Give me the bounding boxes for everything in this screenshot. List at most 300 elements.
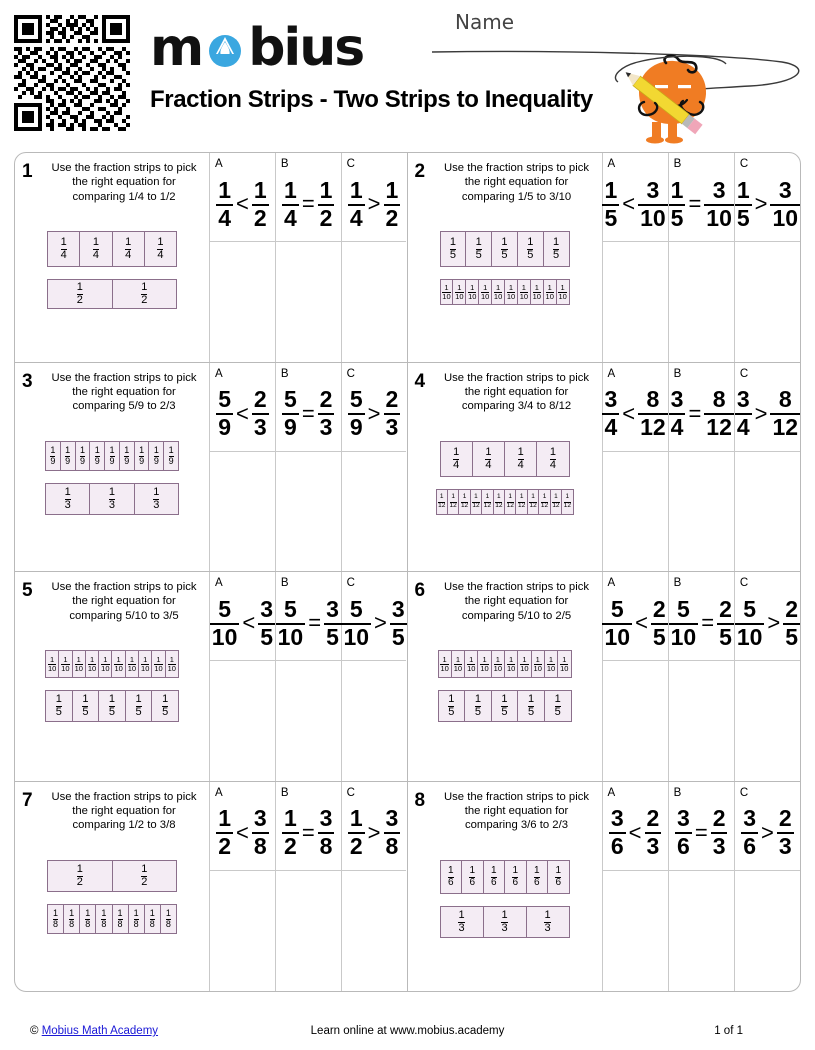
strip-cell xyxy=(527,907,569,937)
comparison-operator: < xyxy=(235,819,249,845)
fraction-denominator: 12 xyxy=(563,501,571,509)
answer-letter: B xyxy=(673,786,682,799)
answer-divider xyxy=(276,241,341,242)
answer-options xyxy=(603,782,801,992)
comparison-operator: = xyxy=(701,610,715,635)
answer-options xyxy=(603,153,801,362)
strip-fraction xyxy=(472,494,479,509)
answer-fraction xyxy=(783,595,800,650)
strip-cell xyxy=(164,442,178,470)
fraction-numerator: 1 xyxy=(60,236,67,248)
strip-fraction xyxy=(162,694,168,718)
strip-cell xyxy=(135,442,150,470)
fraction-numerator: 1 xyxy=(65,444,71,455)
fraction-numerator: 1 xyxy=(495,654,500,664)
answer-option-b[interactable] xyxy=(669,572,735,781)
fraction-numerator: 5 xyxy=(218,386,231,412)
strip-fraction xyxy=(77,864,83,888)
fraction-denominator: 5 xyxy=(55,706,62,718)
strip-cell xyxy=(482,490,493,514)
fraction-numerator: 1 xyxy=(284,176,297,203)
strip-cell xyxy=(48,280,113,308)
strip-fraction xyxy=(495,494,502,509)
qr-code-icon[interactable] xyxy=(14,14,130,132)
answer-option-a[interactable] xyxy=(210,572,276,781)
answer-expression xyxy=(735,804,800,862)
page-footer xyxy=(0,1022,815,1044)
strip-fraction xyxy=(552,494,559,509)
fraction-denominator: 2 xyxy=(76,294,83,306)
fraction-numerator: 1 xyxy=(548,654,554,664)
fraction-numerator: 2 xyxy=(785,595,799,622)
fraction-numerator: 1 xyxy=(55,693,62,705)
strip-cell xyxy=(90,442,105,470)
answer-fraction xyxy=(704,176,734,231)
strip-fraction xyxy=(541,494,548,509)
answer-fraction xyxy=(711,807,728,858)
answer-divider xyxy=(735,660,800,661)
comparison-operator: > xyxy=(367,400,381,426)
fraction-denominator: 10 xyxy=(47,664,57,673)
answer-letter: B xyxy=(673,577,682,589)
fraction-denominator: 2 xyxy=(141,294,148,306)
fraction-numerator: 1 xyxy=(542,493,547,500)
fraction-denominator: 9 xyxy=(153,455,159,466)
strip-fraction xyxy=(480,656,488,673)
fraction-numerator: 1 xyxy=(135,693,142,705)
answer-divider xyxy=(342,660,407,661)
fraction-denominator: 10 xyxy=(560,664,569,673)
fraction-denominator: 12 xyxy=(483,501,492,509)
fraction-denominator: 10 xyxy=(480,664,489,673)
fraction-denominator: 8 xyxy=(53,918,59,929)
fraction-numerator: 1 xyxy=(108,693,116,705)
strip-fraction xyxy=(166,909,171,929)
strip-fraction xyxy=(544,910,550,934)
strip-fraction xyxy=(48,656,56,673)
answer-fraction xyxy=(324,595,341,650)
fraction-numerator: 2 xyxy=(385,386,399,412)
answer-option-b[interactable] xyxy=(669,153,735,362)
footer-learn-online: Learn online at www.mobius.academy xyxy=(310,1025,505,1037)
fraction-numerator: 1 xyxy=(162,693,169,705)
fraction-strip xyxy=(440,231,570,267)
comparison-operator: = xyxy=(308,610,322,635)
fraction-denominator: 10 xyxy=(343,623,370,650)
fraction-numerator: 1 xyxy=(82,693,89,705)
fraction-numerator: 5 xyxy=(743,595,756,622)
answer-option-a[interactable] xyxy=(210,363,276,572)
comparison-operator: = xyxy=(688,400,702,426)
answer-divider xyxy=(210,451,275,452)
fraction-strip xyxy=(47,860,177,892)
fraction-numerator: 1 xyxy=(133,907,139,918)
fraction-numerator: 2 xyxy=(319,386,333,412)
fraction-numerator: 1 xyxy=(449,236,456,248)
fraction-numerator: 1 xyxy=(69,907,75,918)
fraction-denominator: 5 xyxy=(475,249,482,261)
strip-cell xyxy=(532,651,545,677)
fraction-denominator: 10 xyxy=(772,204,799,231)
answer-option-b[interactable] xyxy=(669,363,735,572)
fraction-numerator: 1 xyxy=(169,654,174,664)
fraction-numerator: 1 xyxy=(521,282,526,292)
strip-fraction xyxy=(65,487,71,511)
fraction-strips-group xyxy=(408,231,602,317)
fraction-denominator: 4 xyxy=(157,249,164,261)
fraction-denominator: 12 xyxy=(472,501,480,509)
answer-option-a[interactable] xyxy=(603,363,669,572)
question-row xyxy=(15,782,800,992)
fraction-numerator: 1 xyxy=(385,176,399,203)
strip-cell xyxy=(505,280,518,304)
answer-fraction xyxy=(348,176,365,231)
fraction-denominator: 5 xyxy=(501,706,508,718)
answer-fraction xyxy=(741,807,758,858)
strip-fraction xyxy=(520,656,528,673)
fraction-numerator: 3 xyxy=(391,595,405,622)
answer-option-a[interactable] xyxy=(210,153,276,362)
mobius-math-academy-link[interactable]: Mobius Math Academy xyxy=(41,1025,159,1037)
fraction-numerator: 2 xyxy=(253,386,267,412)
strip-cell xyxy=(505,442,537,476)
fraction-denominator: 5 xyxy=(670,204,684,231)
fraction-numerator: 1 xyxy=(462,493,467,500)
strip-fraction xyxy=(529,494,536,509)
fraction-numerator: 1 xyxy=(149,907,155,918)
strip-cell xyxy=(76,442,91,470)
answer-option-b[interactable] xyxy=(276,572,342,781)
answer-option-a[interactable] xyxy=(603,153,669,362)
strip-fraction xyxy=(520,284,528,301)
fraction-numerator: 1 xyxy=(63,654,68,664)
fraction-denominator: 6 xyxy=(512,876,519,888)
fraction-denominator: 12 xyxy=(449,501,457,509)
fraction-numerator: 1 xyxy=(50,444,56,455)
strip-cell xyxy=(539,490,550,514)
question-cell xyxy=(408,153,801,362)
answer-divider xyxy=(276,451,341,452)
strip-fraction xyxy=(518,447,524,471)
comparison-operator: < xyxy=(628,819,642,845)
fraction-numerator: 1 xyxy=(89,654,95,664)
fraction-strip xyxy=(440,860,570,894)
fraction-numerator: 1 xyxy=(528,693,535,705)
question-prompt-column xyxy=(408,153,603,362)
answer-option-c[interactable] xyxy=(735,363,800,572)
strip-fraction xyxy=(438,494,445,509)
answer-fraction xyxy=(252,807,269,858)
fraction-denominator: 5 xyxy=(162,706,169,718)
fraction-numerator: 1 xyxy=(50,654,55,664)
strip-cell xyxy=(61,442,76,470)
answer-letter: C xyxy=(739,158,749,170)
comparison-operator: < xyxy=(242,610,256,635)
fraction-denominator: 10 xyxy=(127,664,137,673)
question-prompt-text: Use the fraction strips to pick the right equation for comparing 1/4 to 1/2 xyxy=(51,162,197,203)
fraction-denominator: 5 xyxy=(448,706,455,718)
fraction-denominator: 9 xyxy=(349,414,363,440)
fraction-denominator: 4 xyxy=(549,458,556,471)
fraction-denominator: 6 xyxy=(743,833,756,859)
strip-fraction xyxy=(560,656,568,673)
fraction-numerator: 5 xyxy=(349,595,363,622)
answer-expression xyxy=(210,175,275,233)
comparison-operator: = xyxy=(301,819,315,845)
fraction-denominator: 8 xyxy=(149,918,155,929)
answer-fraction xyxy=(216,807,233,858)
comparison-operator: < xyxy=(235,191,249,216)
answer-option-c[interactable] xyxy=(342,782,407,992)
strip-fraction xyxy=(53,909,58,929)
answer-divider xyxy=(342,870,407,871)
answer-expression xyxy=(276,804,341,862)
answer-expression xyxy=(342,594,407,652)
fraction-numerator: 1 xyxy=(453,445,460,458)
answer-option-b[interactable] xyxy=(669,782,735,992)
logo-blue-circle-icon xyxy=(203,26,247,70)
answer-option-a[interactable] xyxy=(603,782,669,992)
fraction-denominator: 9 xyxy=(94,455,100,466)
fraction-strip xyxy=(47,279,177,309)
strip-cell xyxy=(149,442,164,470)
fraction-denominator: 10 xyxy=(640,204,666,231)
footer-page-number: 1 of 1 xyxy=(714,1025,743,1037)
strip-cell xyxy=(518,280,531,304)
strip-cell xyxy=(46,651,59,677)
strip-fraction xyxy=(494,656,502,673)
fraction-denominator: 5 xyxy=(449,249,456,261)
answer-divider xyxy=(276,870,341,871)
strip-cell xyxy=(562,490,572,514)
comparison-operator: < xyxy=(622,400,636,426)
answer-fraction xyxy=(638,176,668,231)
answer-options xyxy=(210,363,407,572)
strip-cell xyxy=(439,651,452,677)
fraction-denominator: 10 xyxy=(442,292,451,301)
strip-cell xyxy=(46,691,73,721)
fraction-strips-group xyxy=(15,231,209,321)
fraction-numerator: 1 xyxy=(85,907,91,918)
answer-letter: C xyxy=(739,367,749,380)
question-prompt-column xyxy=(408,782,603,992)
fraction-numerator: 5 xyxy=(610,595,624,622)
fraction-denominator: 10 xyxy=(533,664,542,673)
strip-cell xyxy=(73,691,100,721)
strip-cell xyxy=(145,232,176,266)
strip-fraction xyxy=(65,446,70,466)
fraction-denominator: 4 xyxy=(218,204,231,231)
answer-expression xyxy=(669,594,734,652)
strip-cell xyxy=(492,280,505,304)
fraction-denominator: 2 xyxy=(253,204,267,231)
fraction-numerator: 3 xyxy=(736,386,750,412)
fraction-numerator: 5 xyxy=(218,595,231,622)
strip-cell xyxy=(494,490,505,514)
strip-cell xyxy=(459,490,470,514)
fraction-denominator: 10 xyxy=(440,664,449,673)
answer-fraction xyxy=(651,595,668,650)
answer-option-b[interactable] xyxy=(276,153,342,362)
answer-options xyxy=(603,572,801,781)
answer-expression xyxy=(210,385,275,443)
logo-text-m: m xyxy=(150,18,203,78)
answer-option-a[interactable] xyxy=(210,782,276,992)
answer-option-b[interactable] xyxy=(276,363,342,572)
fraction-numerator: 1 xyxy=(218,805,231,831)
question-cell xyxy=(15,153,408,362)
fraction-denominator: 5 xyxy=(391,623,405,650)
fraction-numerator: 1 xyxy=(501,236,508,248)
fraction-numerator: 1 xyxy=(124,444,130,455)
strip-fraction xyxy=(455,284,463,301)
strip-cell xyxy=(441,861,463,893)
fraction-denominator: 5 xyxy=(785,623,799,650)
answer-fraction xyxy=(777,807,794,858)
strip-cell xyxy=(479,280,492,304)
fraction-numerator: 5 xyxy=(284,386,297,412)
answer-letter: B xyxy=(280,577,289,589)
strip-cell xyxy=(86,651,99,677)
answer-expression xyxy=(603,385,668,443)
answer-fraction xyxy=(318,176,335,231)
strip-fraction xyxy=(95,446,100,466)
fraction-strip xyxy=(45,441,179,471)
comparison-operator: < xyxy=(635,610,648,635)
strip-fraction xyxy=(467,656,475,673)
mobius-logo xyxy=(150,18,364,78)
fraction-numerator: 1 xyxy=(535,654,540,664)
fraction-numerator: 1 xyxy=(522,654,527,664)
fraction-numerator: 1 xyxy=(76,862,83,875)
fraction-denominator: 6 xyxy=(447,876,454,888)
fraction-denominator: 10 xyxy=(141,664,150,673)
answer-option-a[interactable] xyxy=(603,572,669,781)
strip-fraction xyxy=(484,494,491,509)
answer-expression xyxy=(669,175,734,233)
fraction-numerator: 1 xyxy=(129,654,134,664)
answer-option-b[interactable] xyxy=(276,782,342,992)
answer-option-c[interactable] xyxy=(735,782,800,992)
fraction-denominator: 10 xyxy=(154,664,163,673)
answer-option-c[interactable] xyxy=(735,572,800,781)
fraction-denominator: 3 xyxy=(501,921,508,934)
answer-divider xyxy=(276,660,341,661)
question-number: 2 xyxy=(414,161,426,182)
fraction-numerator: 1 xyxy=(349,176,363,203)
answer-letter: A xyxy=(215,577,223,589)
fraction-numerator: 2 xyxy=(778,805,792,831)
fraction-numerator: 3 xyxy=(326,595,339,622)
strip-cell xyxy=(471,490,482,514)
comparison-operator: > xyxy=(767,610,781,635)
fraction-numerator: 1 xyxy=(447,864,454,876)
answer-option-c[interactable] xyxy=(342,153,407,362)
answer-option-c[interactable] xyxy=(735,153,800,362)
fraction-denominator: 10 xyxy=(532,292,541,301)
fraction-numerator: 1 xyxy=(76,281,83,293)
answer-divider xyxy=(669,870,734,871)
fraction-numerator: 1 xyxy=(76,654,81,664)
strip-fraction xyxy=(75,656,83,673)
fraction-strips-group xyxy=(15,860,209,946)
fraction-numerator: 3 xyxy=(646,176,660,203)
fraction-denominator: 2 xyxy=(319,204,333,231)
fraction-numerator: 1 xyxy=(519,493,524,500)
fraction-denominator: 10 xyxy=(87,664,97,673)
fraction-numerator: 1 xyxy=(253,176,267,203)
question-prompt-column xyxy=(408,572,603,781)
fraction-numerator: 8 xyxy=(646,386,660,412)
fraction-denominator: 10 xyxy=(167,664,176,673)
fraction-denominator: 6 xyxy=(677,833,690,859)
strip-fraction xyxy=(458,910,464,934)
fraction-numerator: 3 xyxy=(260,595,274,622)
fraction-numerator: 1 xyxy=(157,236,164,248)
strip-fraction xyxy=(168,656,176,673)
fraction-numerator: 1 xyxy=(79,444,85,455)
answer-options xyxy=(210,153,407,362)
fraction-denominator: 10 xyxy=(670,623,697,650)
strip-fraction xyxy=(82,694,88,718)
strip-cell xyxy=(441,232,467,266)
strip-fraction xyxy=(555,866,561,888)
strip-fraction xyxy=(442,284,450,301)
fraction-denominator: 12 xyxy=(495,501,503,509)
strip-cell xyxy=(113,232,145,266)
answer-option-c[interactable] xyxy=(342,363,407,572)
strip-cell xyxy=(126,691,153,721)
fraction-denominator: 3 xyxy=(64,498,71,511)
fraction-numerator: 1 xyxy=(143,654,148,664)
fraction-denominator: 4 xyxy=(125,249,132,261)
strip-cell xyxy=(105,442,120,470)
answer-expression xyxy=(210,804,275,862)
fraction-denominator: 6 xyxy=(533,876,540,888)
strip-cell xyxy=(96,905,112,933)
answer-expression xyxy=(735,175,800,233)
question-row xyxy=(15,363,800,573)
answer-option-c[interactable] xyxy=(342,572,407,781)
question-number: 8 xyxy=(414,789,426,811)
fraction-numerator: 1 xyxy=(554,693,561,705)
fraction-denominator: 4 xyxy=(604,414,618,440)
fraction-numerator: 5 xyxy=(284,595,297,622)
strip-cell xyxy=(557,280,569,304)
fraction-denominator: 2 xyxy=(284,833,297,859)
fraction-numerator: 1 xyxy=(284,805,297,831)
fraction-numerator: 8 xyxy=(712,386,726,412)
answer-fraction xyxy=(384,176,401,231)
strip-fraction xyxy=(534,656,542,673)
strip-cell xyxy=(113,280,177,308)
strip-fraction xyxy=(518,494,525,509)
answer-fraction xyxy=(318,388,335,439)
fraction-denominator: 4 xyxy=(284,204,297,231)
strip-fraction xyxy=(512,866,518,888)
fraction-numerator: 1 xyxy=(469,864,476,876)
strip-cell xyxy=(166,651,178,677)
fraction-denominator: 8 xyxy=(385,833,399,859)
fraction-numerator: 1 xyxy=(670,176,684,203)
fraction-strips-group xyxy=(408,650,602,734)
strip-cell xyxy=(112,651,125,677)
question-number: 6 xyxy=(414,580,426,601)
fraction-denominator: 10 xyxy=(519,292,529,301)
fraction-numerator: 1 xyxy=(455,654,461,664)
strip-fraction xyxy=(61,237,67,261)
strip-cell xyxy=(465,651,478,677)
